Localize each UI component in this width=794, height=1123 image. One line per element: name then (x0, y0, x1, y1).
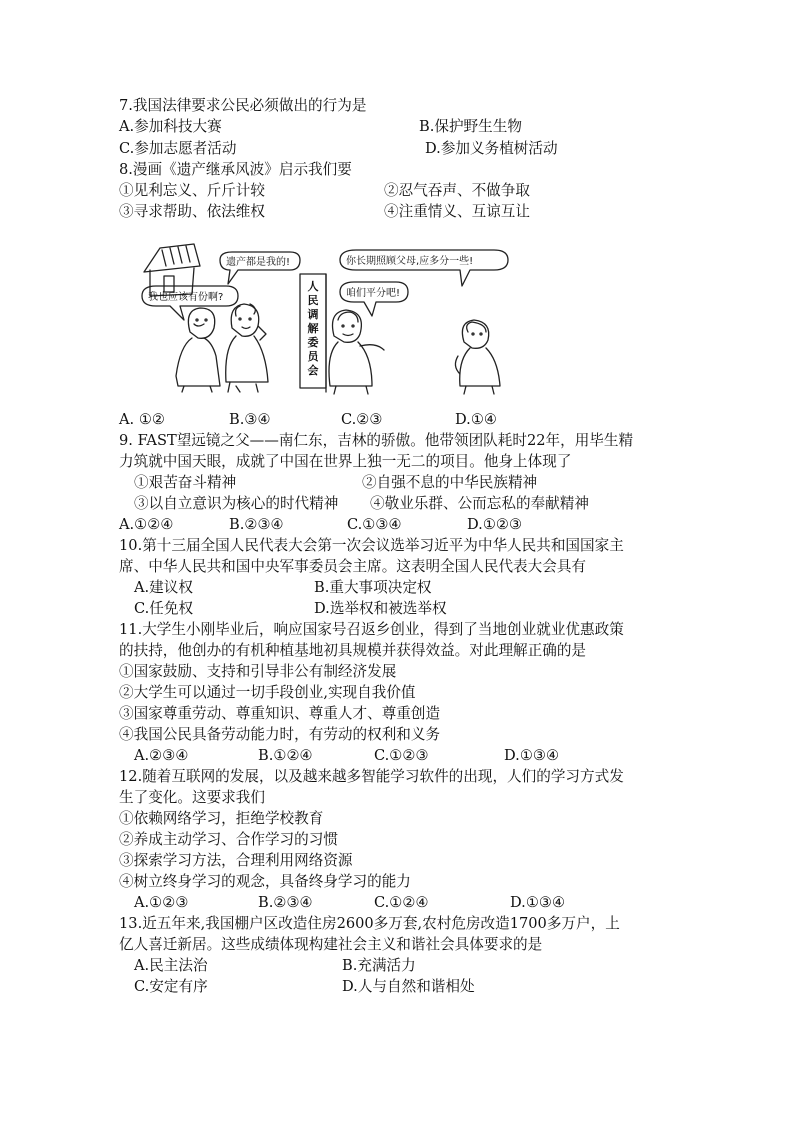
cartoon-bubble-3: 你长期照顾父母,应多分一些! (346, 256, 474, 267)
q9-statement-4: ④敬业乐群、公而忘私的奉献精神 (370, 495, 589, 512)
q7-option-c: C.参加志愿者活动 (119, 140, 237, 157)
cartoon-bubble-4: 咱们平分吧! (346, 288, 401, 299)
q13-option-b: B.充满活力 (342, 957, 416, 974)
q11-option-c: C.①②③ (374, 747, 429, 764)
q11-option-b: B.①②④ (258, 747, 313, 764)
q8-stem: 8.漫画《遗产继承风波》启示我们要 (119, 161, 352, 178)
q12-option-c: C.①②④ (374, 894, 429, 911)
q7-stem: 7.我国法律要求公民必须做出的行为是 (119, 97, 367, 114)
q10-stem-line-1: 10.第十三届全国人民代表大会第一次会议选举习近平为中华人民共和国国家主 (119, 537, 624, 554)
q12-stem-line-1: 12.随着互联网的发展，以及越来越多智能学习软件的出现，人们的学习方式发 (119, 768, 624, 785)
woman-figure-right (455, 320, 500, 394)
q8-option-b: B.③④ (229, 411, 271, 428)
q12-statement-4: ④树立终身学习的观念，具备终身学习的能力 (119, 873, 411, 890)
q9-option-b: B.②③④ (229, 516, 284, 533)
q12-statement-3: ③探索学习方法，合理利用网络资源 (119, 852, 353, 869)
q13-option-c: C.安定有序 (134, 978, 208, 995)
q7-option-d: D.参加义务植树活动 (425, 140, 558, 157)
inheritance-dispute-cartoon (140, 236, 510, 398)
q10-option-c: C.任免权 (134, 600, 194, 617)
house-icon (144, 244, 200, 296)
q11-stem-line-1: 11.大学生小刚毕业后，响应国家号召返乡创业，得到了当地创业就业优惠政策 (119, 621, 624, 638)
q8-statement-3: ③寻求帮助、依法维权 (119, 203, 265, 220)
q11-statement-4: ④我国公民具备劳动能力时，有劳动的权利和义务 (119, 726, 441, 743)
q13-option-a: A.民主法治 (134, 957, 208, 974)
q13-option-d: D.人与自然和谐相处 (342, 978, 475, 995)
q12-option-b: B.②③④ (258, 894, 313, 911)
q12-stem-line-2: 生了变化。这要求我们 (119, 789, 265, 806)
cartoon-bubble-1: 遗产都是我的! (226, 257, 291, 268)
q9-statement-2: ②自强不息的中华民族精神 (362, 474, 538, 491)
q11-statement-2: ②大学生可以通过一切手段创业,实现自我价值 (119, 684, 416, 701)
woman-figure-left (176, 308, 220, 392)
q13-stem-line-1: 13.近五年来,我国棚户区改造住房2600多万套,农村危房改造1700多万户，上 (119, 915, 620, 932)
q11-statement-1: ①国家鼓励、支持和引导非公有制经济发展 (119, 663, 397, 680)
q7-option-b: B.保护野生生物 (419, 118, 522, 135)
q9-stem-line-1: 9. FAST望远镜之父——南仁东，吉林的骄傲。他带领团队耗时22年，用毕生精 (119, 432, 634, 449)
q10-option-b: B.重大事项决定权 (314, 579, 432, 596)
q9-option-d: D.①②③ (467, 516, 523, 533)
q7-option-a: A.参加科技大赛 (119, 118, 222, 135)
q8-option-d: D.①④ (455, 411, 497, 428)
q13-stem-line-2: 亿人喜迁新居。这些成绩体现构建社会主义和谐社会具体要求的是 (119, 936, 543, 953)
q11-option-d: D.①③④ (504, 747, 560, 764)
q12-statement-1: ①依赖网络学习，拒绝学校教育 (119, 810, 324, 827)
q11-stem-line-2: 的扶持，他创办的有机种植基地初具规模并获得效益。对此理解正确的是 (119, 642, 587, 659)
q12-option-a: A.①②③ (134, 894, 189, 911)
q11-option-a: A.②③④ (134, 747, 189, 764)
q9-option-a: A.①②④ (119, 516, 174, 533)
q8-statement-1: ①见利忘义、斤斤计较 (119, 182, 265, 199)
q8-option-c: C.②③ (341, 411, 383, 428)
q9-stem-line-2: 力筑就中国天眼，成就了中国在世界上独一无二的项目。他身上体现了 (119, 453, 572, 470)
q12-statement-2: ②养成主动学习、合作学习的习惯 (119, 831, 338, 848)
q9-statement-3: ③以自立意识为核心的时代精神 (134, 495, 339, 512)
mediation-committee-sign: 人民调解委员会 (307, 280, 319, 377)
woman-figure-center (226, 304, 268, 392)
q11-statement-3: ③国家尊重劳动、尊重知识、尊重人才、尊重创造 (119, 705, 441, 722)
q9-option-c: C.①③④ (347, 516, 402, 533)
q9-statement-1: ①艰苦奋斗精神 (134, 474, 237, 491)
q10-option-a: A.建议权 (134, 579, 193, 596)
q10-option-d: D.选举权和被选举权 (314, 600, 447, 617)
mediator-figure (329, 310, 384, 394)
q8-option-a: A. ①② (119, 411, 165, 428)
q10-stem-line-2: 席、中华人民共和国中央军事委员会主席。这表明全国人民代表大会具有 (119, 558, 587, 575)
q12-option-d: D.①③④ (510, 894, 566, 911)
cartoon-bubble-2: 我也应该有份啊? (148, 292, 224, 303)
q8-statement-4: ④注重情义、互谅互让 (384, 203, 530, 220)
q8-statement-2: ②忍气吞声、不做争取 (384, 182, 530, 199)
